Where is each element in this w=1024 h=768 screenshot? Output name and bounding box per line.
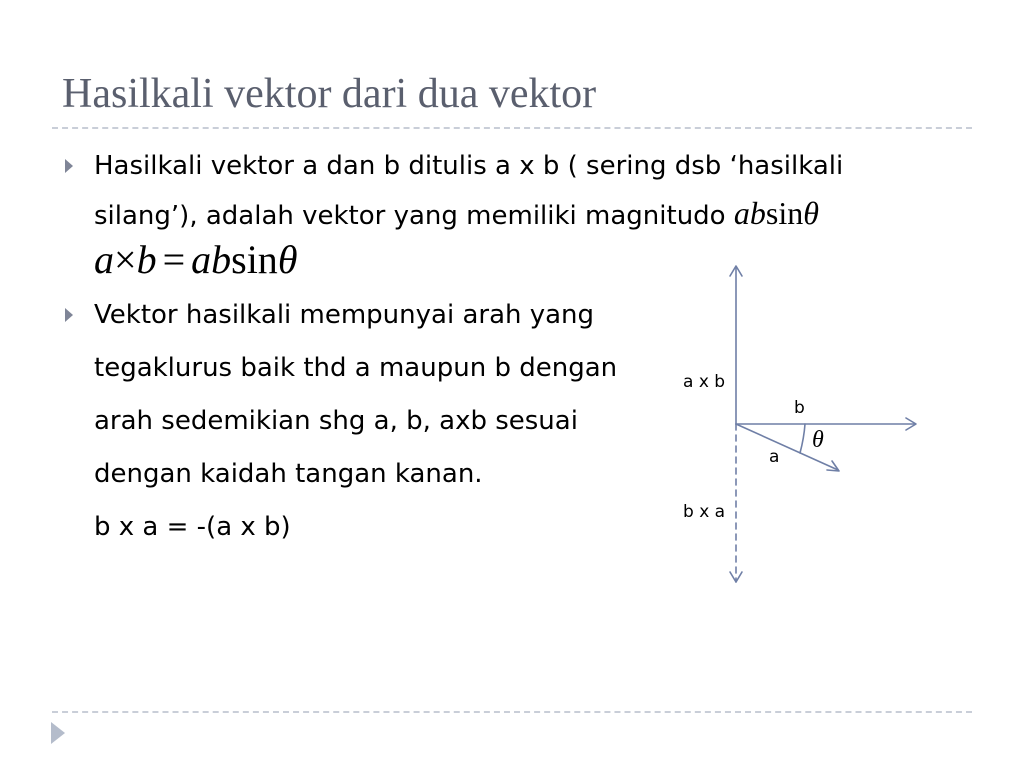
cross-product-equation bbox=[94, 236, 297, 283]
eq-theta: θ bbox=[277, 237, 298, 282]
bullet2-line: tegaklurus baik thd a maupun b dengan bbox=[94, 353, 618, 383]
bullet2-line: dengan kaidah tangan kanan. bbox=[94, 459, 483, 489]
theta-angle-arc bbox=[800, 424, 805, 453]
slide-title: Hasilkali vektor dari dua vektor bbox=[62, 71, 597, 117]
label-b: b bbox=[794, 398, 805, 418]
bullet-arrow-icon bbox=[65, 308, 73, 322]
bullet-arrow-icon bbox=[65, 159, 73, 173]
footer-divider bbox=[52, 711, 972, 713]
label-bxa: b x a bbox=[683, 502, 726, 522]
eq-times: × bbox=[114, 237, 137, 282]
bullet2-line: arah sedemikian shg a, b, axb sesuai bbox=[94, 406, 578, 436]
bullet1-line2: silang’), adalah vektor yang memiliki magnitudo bbox=[94, 201, 726, 231]
eq-equals: = bbox=[162, 237, 186, 282]
title-divider bbox=[52, 127, 972, 129]
magnitude-ab: ab bbox=[733, 195, 766, 231]
label-a: a bbox=[769, 447, 780, 467]
eq-a: a bbox=[94, 237, 114, 282]
eq-ab: ab bbox=[191, 237, 232, 282]
eq-b: b bbox=[136, 237, 157, 282]
bullet2-line: Vektor hasilkali mempunyai arah yang bbox=[94, 300, 595, 330]
bullet1-line1: Hasilkali vektor a dan b ditulis a x b ( sering dsb ‘hasilkali bbox=[94, 151, 844, 181]
magnitude-sin: sin bbox=[765, 195, 804, 231]
label-theta: θ bbox=[812, 427, 824, 453]
magnitude-theta: θ bbox=[803, 195, 819, 231]
vector-diagram bbox=[670, 258, 930, 588]
eq-sin: sin bbox=[231, 237, 278, 282]
label-axb: a x b bbox=[683, 372, 726, 392]
next-slide-arrow-icon[interactable] bbox=[51, 722, 65, 744]
bullet2-line: b x a = -(a x b) bbox=[94, 512, 291, 542]
bullet1-line2-row bbox=[94, 195, 819, 232]
magnitude-formula bbox=[734, 195, 819, 231]
